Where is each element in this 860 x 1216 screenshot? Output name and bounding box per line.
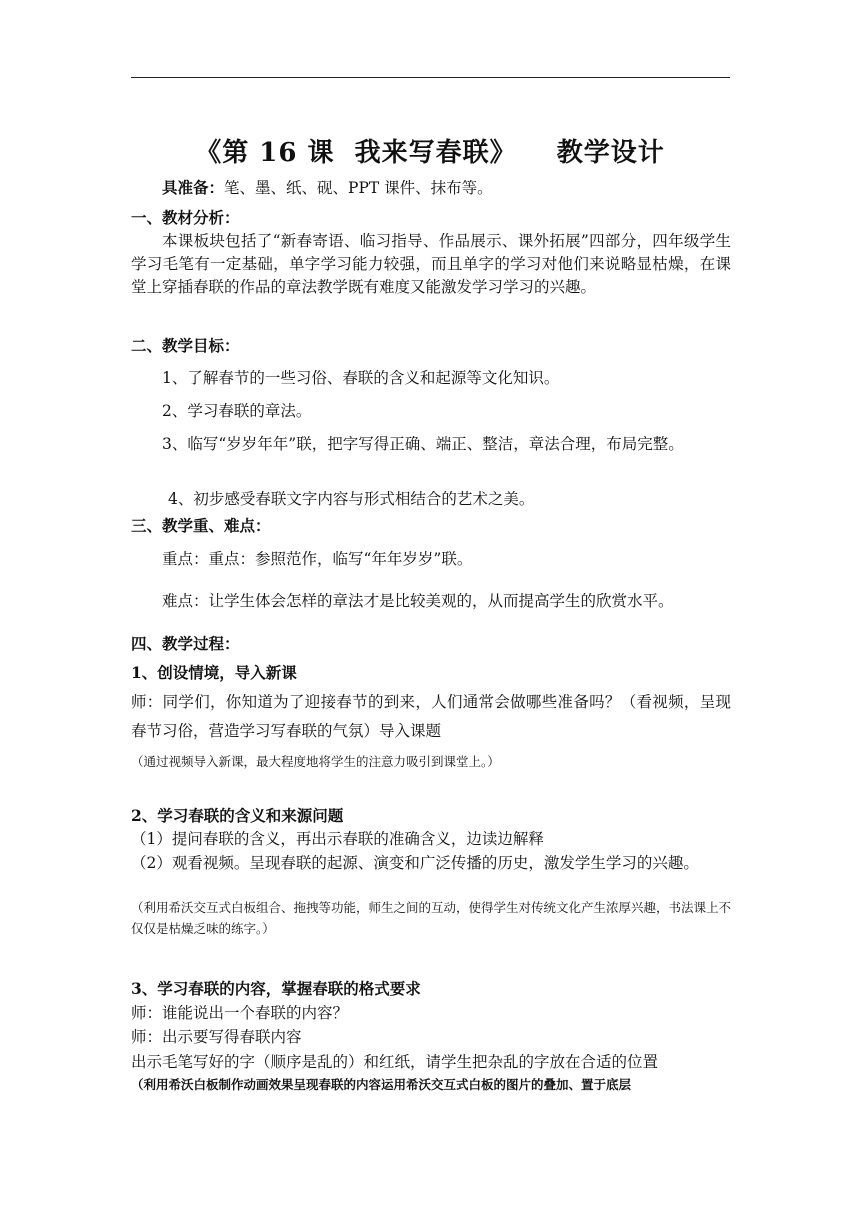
document-title: 《第 16 课 我来写春联》 教学设计 [195, 138, 665, 168]
step-3-line-1: 师：谁能说出一个春联的内容？ [131, 1004, 349, 1022]
step-2-note: （利用希沃交互式白板组合、拖拽等功能，师生之间的互动，使得学生对传统文化产生浓厚兴趣，书法课上不仅仅是枯燥乏味的练字。） [131, 900, 732, 936]
step-3-heading: 3、学习春联的内容，掌握春联的格式要求 [131, 979, 421, 998]
goal-1: 1、了解春节的一些习俗、春联的含义和起源等文化知识。 [162, 369, 560, 387]
goal-3: 3、临写“岁岁年年”联，把字写得正确、端正、整洁，章法合理，布局完整。 [162, 435, 684, 453]
section-1-text: 本课板块包括了“新春寄语、临习指导、作品展示、课外拓展”四部分，四年级学生学习毛笔有一定基础，单字学习能力较强，而且单字的学习对他们来说略显枯燥，在课堂上穿插春联的作品的章法教学既有难度又能激发学习学习的兴趣。 [131, 232, 731, 296]
goal-2: 2、学习春联的章法。 [162, 402, 312, 420]
step-1-note: （通过视频导入新课，最大程度地将学生的注意力吸引到课堂上。） [131, 754, 500, 769]
preparation-text: 笔、墨、纸、砚、PPT 课件、抹布等。 [224, 179, 493, 197]
key-point: 重点：重点：参照范作，临写“年年岁岁”联。 [162, 550, 473, 568]
step-1-text: 师：同学们，你知道为了迎接春节的到来，人们通常会做哪些准备吗？（看视频，呈现春节习俗，营造学习写春联的气氛）导入课题 [131, 693, 731, 740]
section-2-heading: 二、教学目标： [131, 336, 240, 355]
section-3-heading: 三、教学重、难点： [131, 516, 271, 535]
preparation-line [131, 176, 731, 200]
step-3-line-2: 师：出示要写得春联内容 [131, 1028, 302, 1046]
goal-4: 4、初步感受春联文字内容与形式相结合的艺术之美。 [168, 490, 535, 508]
step-2-item-1: （1）提问春联的含义，再出示春联的准确含义，边读边解释 [131, 830, 544, 848]
step-2-heading: 2、学习春联的含义和来源问题 [131, 806, 344, 825]
preparation-label: 具准备： [162, 178, 225, 197]
step-1-heading: 1、创设情境，导入新课 [131, 663, 297, 682]
step-2-item-2: （2）观看视频。呈现春联的起源、演变和广泛传播的历史，激发学生学习的兴趣。 [131, 854, 699, 872]
header-rule [131, 77, 730, 78]
step-3-line-3: 出示毛笔写好的字（顺序是乱的）和红纸，请学生把杂乱的字放在合适的位置 [131, 1053, 659, 1071]
difficult-point: 难点：让学生体会怎样的章法才是比较美观的，从而提高学生的欣赏水平。 [162, 592, 674, 610]
section-1-heading: 一、教材分析： [131, 208, 240, 227]
section-4-heading: 四、教学过程： [131, 634, 240, 653]
step-3-note: （利用希沃白板制作动画效果呈现春联的内容运用希沃交互式白板的图片的叠加、置于底层 [131, 1077, 632, 1092]
